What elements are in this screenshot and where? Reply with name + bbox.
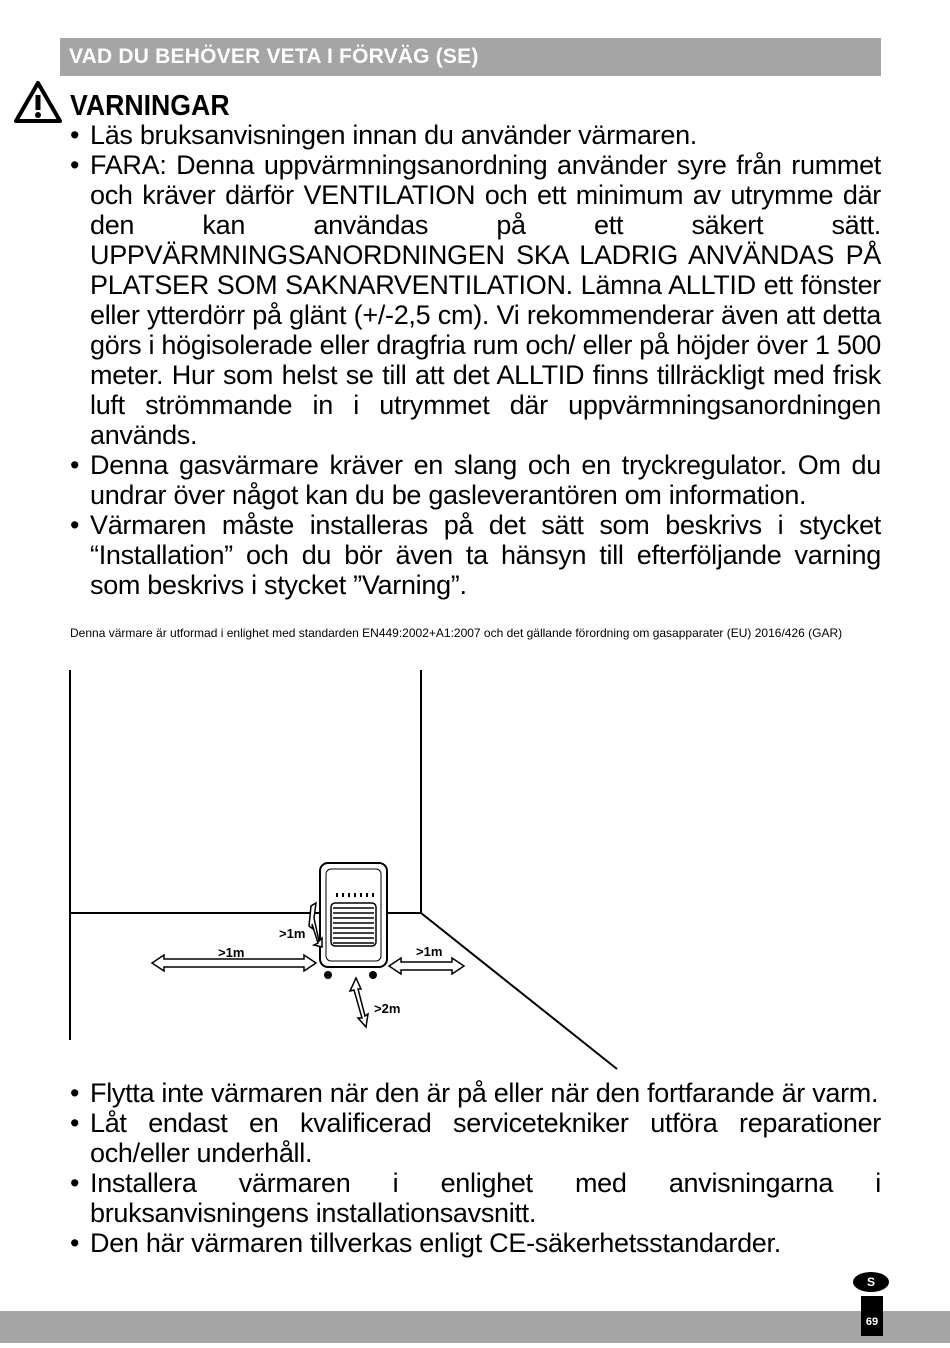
- list-item: • Värmaren måste installeras på det sätt som beskrivs i stycket “Installation” och du bör även ta hänsyn till efterföljande varning som beskrivs i stycket ”Varning”.: [70, 510, 881, 600]
- standards-footnote: Denna värmare är utformad i enlighet med standarden EN449:2002+A1:2007 och det gällande förordning om gasapparater (EU) 2016/426 (GAR): [70, 626, 843, 640]
- label-front: >2m: [374, 1001, 401, 1016]
- list-item: • Flytta inte värmaren när den är på eller när den fortfarande är varm.: [70, 1078, 879, 1108]
- page-header: VAD DU BEHÖVER VETA I FÖRVÄG (SE): [60, 38, 881, 76]
- warning-list-bottom: [70, 1078, 881, 1258]
- warning-icon: [13, 80, 63, 124]
- label-right: >1m: [416, 944, 443, 959]
- arrow-right-clearance: [389, 958, 464, 974]
- label-left: >1m: [218, 945, 245, 960]
- list-item: • Installera värmaren i enlighet med anvisningarna i bruksanvisningens installationsavsnitt.: [70, 1168, 881, 1228]
- arrow-front-clearance: [350, 978, 368, 1027]
- list-item: • Den här värmaren tillverkas enligt CE-säkerhetsstandarder.: [70, 1228, 781, 1258]
- warning-list-top: [70, 120, 881, 600]
- clearance-diagram: [0, 660, 950, 1080]
- page-footer: [0, 1311, 950, 1343]
- list-item: • Läs bruksanvisningen innan du använder värmaren.: [70, 120, 697, 150]
- label-back: >1m: [279, 926, 306, 941]
- page-number: 69: [861, 1296, 883, 1336]
- language-badge: S: [853, 1272, 889, 1292]
- heater-illustration: [320, 863, 387, 979]
- list-item: • Denna gasvärmare kräver en slang och en tryckregulator. Om du undrar över något kan du be gasleverantören om information.: [70, 450, 881, 510]
- section-title: VARNINGAR: [70, 90, 230, 122]
- floor-line-right: [421, 913, 617, 1069]
- list-item: • Låt endast en kvalificerad servicetekniker utföra reparationer och/eller underhåll.: [70, 1108, 881, 1168]
- list-item: • FARA: Denna uppvärmningsanordning använder syre från rummet och kräver därför VENTILATION och ett minimum av utrymme där den kan användas på ett säkert sätt. UPPVÄRMNINGSANORDNINGEN SKA LADRIG ANVÄNDAS PÅ PLATSER SOM SAKNARVENTILATION. Lämna ALLTID ett fönster eller ytterdörr på glänt (+/-2,5 cm). Vi rekommenderar även att detta görs i högisolerade eller dragfria rum och/ eller på höjder över 1 500 meter. Hur som helst se till att det ALLTID finns tillräckligt med frisk luft strömmande in i utrymmet där uppvärmningsanordningen används.: [70, 150, 881, 450]
